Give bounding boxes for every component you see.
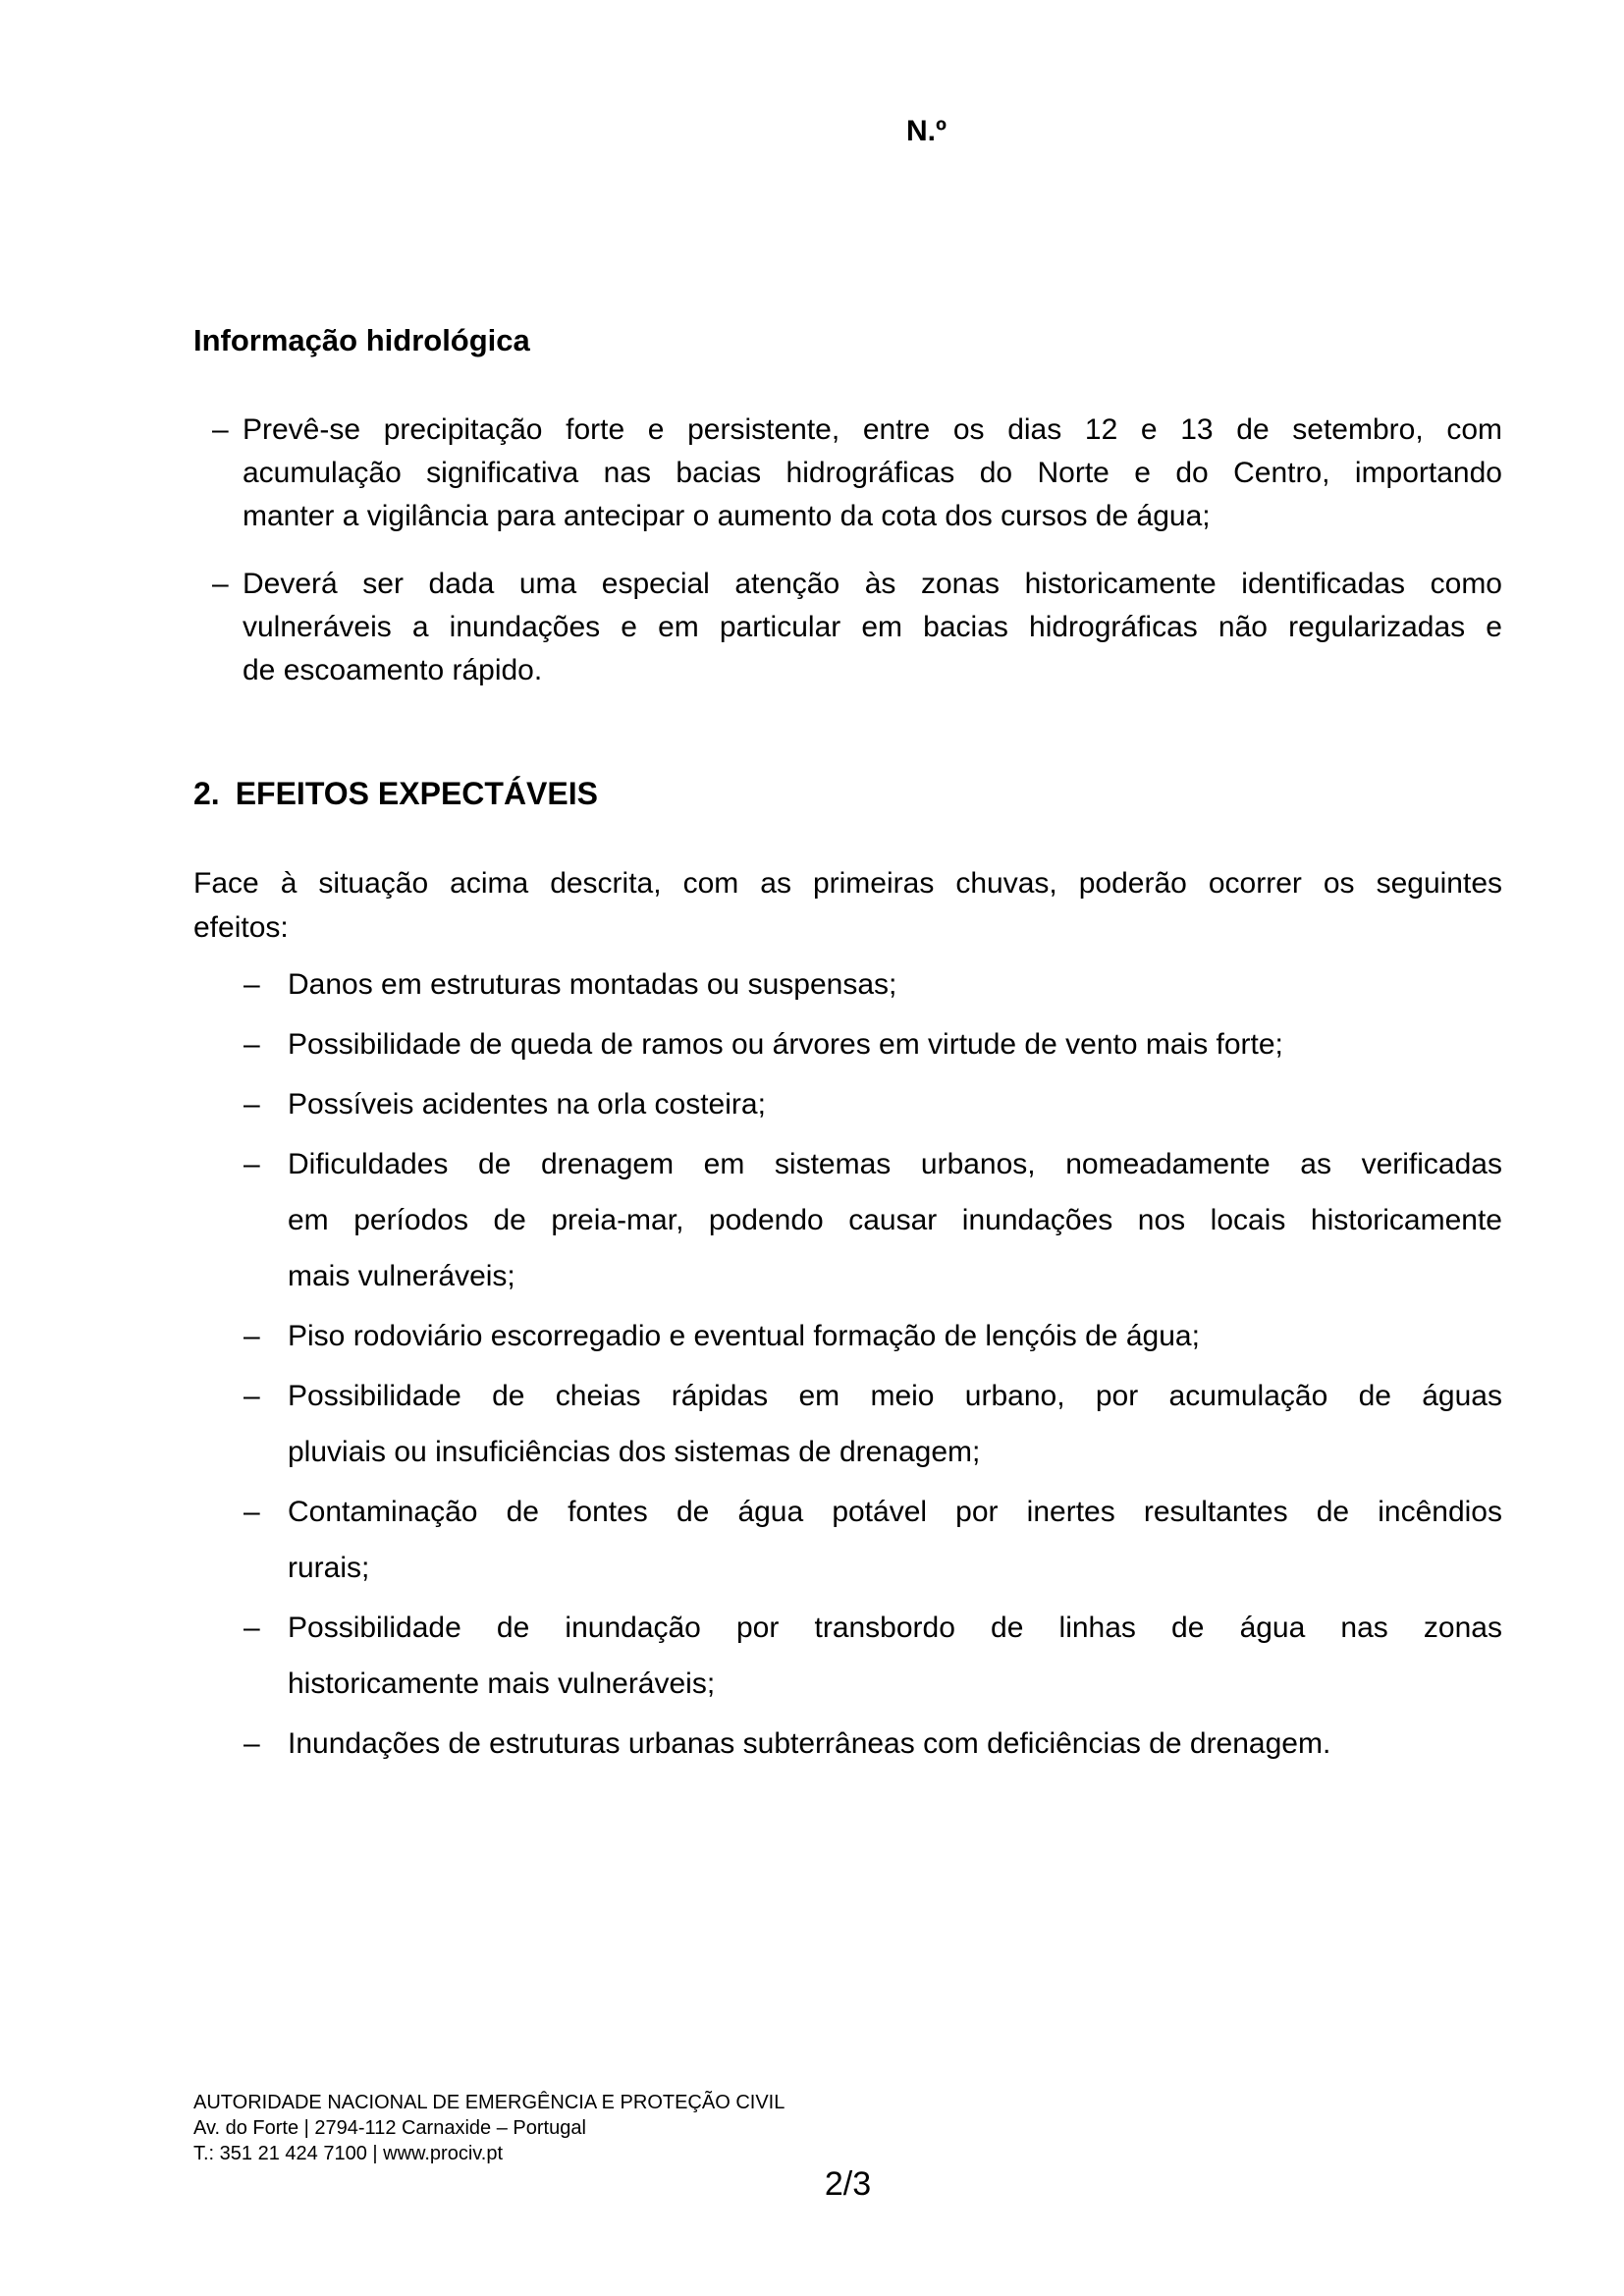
effects-item-text — [288, 1484, 1502, 1596]
page-footer — [193, 2090, 1502, 2166]
hydro-bullet-item — [193, 409, 1502, 538]
dash-bullet-marker: – — [244, 1320, 260, 1352]
hydro-info-heading: Informação hidrológica — [193, 323, 530, 357]
document-number-label: N.º — [906, 115, 947, 147]
dash-bullet-marker: – — [244, 1028, 260, 1061]
text-line: Danos em estruturas montadas ou suspensas; — [288, 968, 897, 1001]
effects-item-text — [288, 1308, 1502, 1364]
text-line: Contaminação de fontes de água potável por inertes resultantes de incêndios — [288, 1496, 1502, 1528]
dash-bullet-marker: – — [244, 1380, 260, 1412]
dash-bullet-marker: – — [244, 1088, 260, 1121]
effects-list-item — [193, 1484, 1502, 1596]
effects-intro-paragraph — [193, 861, 1502, 950]
section-heading-text: EFEITOS EXPECTÁVEIS — [235, 776, 598, 811]
text-line: de escoamento rápido. — [243, 654, 543, 686]
text-line: Possíveis acidentes na orla costeira; — [288, 1088, 766, 1121]
text-line: Inundações de estruturas urbanas subterrâneas com deficiências de drenagem. — [288, 1727, 1331, 1760]
effects-section-heading — [193, 772, 598, 815]
text-line: Possibilidade de inundação por transbordo de linhas de água nas zonas — [288, 1612, 1502, 1644]
effects-item-text — [288, 957, 1502, 1012]
dash-bullet-marker: – — [244, 1496, 260, 1528]
dash-bullet-marker: – — [244, 1612, 260, 1644]
effects-list — [193, 957, 1502, 1776]
dash-bullet-marker: – — [212, 413, 229, 446]
hydro-bullet-text — [243, 409, 1502, 538]
text-line: Possibilidade de cheias rápidas em meio urbano, por acumulação de águas — [288, 1380, 1502, 1412]
effects-list-item — [193, 1600, 1502, 1712]
effects-list-item — [193, 957, 1502, 1012]
effects-list-item — [193, 1308, 1502, 1364]
page-number: 2/3 — [824, 2165, 872, 2203]
effects-item-text — [288, 1136, 1502, 1304]
text-line: vulneráveis a inundações e em particular em bacias hidrográficas não regularizadas e — [243, 611, 1502, 643]
effects-item-text — [288, 1716, 1502, 1772]
hydro-bullet-item — [193, 563, 1502, 692]
text-line: em períodos de preia-mar, podendo causar inundações nos locais historicamente — [288, 1204, 1502, 1236]
effects-item-text — [288, 1016, 1502, 1072]
text-line: Deverá ser dada uma especial atenção às zonas historicamente identificadas como — [243, 568, 1502, 600]
text-line: Piso rodoviário escorregadio e eventual formação de lençóis de água; — [288, 1320, 1200, 1352]
text-line: Prevê-se precipitação forte e persistente, entre os dias 12 e 13 de setembro, com — [243, 413, 1502, 446]
effects-item-text — [288, 1368, 1502, 1480]
footer-address: Av. do Forte | 2794-112 Carnaxide – Portugal — [193, 2117, 586, 2139]
text-line: efeitos: — [193, 911, 289, 944]
text-line: pluviais ou insuficiências dos sistemas de drenagem; — [288, 1436, 981, 1468]
effects-list-item — [193, 1716, 1502, 1772]
effects-list-item — [193, 1016, 1502, 1072]
text-line: historicamente mais vulneráveis; — [288, 1667, 716, 1700]
section-number: 2. — [193, 776, 220, 811]
text-line: mais vulneráveis; — [288, 1260, 515, 1292]
text-line: rurais; — [288, 1552, 370, 1584]
text-line: Face à situação acima descrita, com as primeiras chuvas, poderão ocorrer os seguintes — [193, 867, 1502, 900]
text-line: manter a vigilância para antecipar o aumento da cota dos cursos de água; — [243, 500, 1211, 532]
effects-item-text — [288, 1076, 1502, 1132]
dash-bullet-marker: – — [244, 1727, 260, 1760]
dash-bullet-marker: – — [212, 568, 229, 600]
footer-contact: T.: 351 21 424 7100 | www.prociv.pt — [193, 2143, 504, 2164]
text-line: Possibilidade de queda de ramos ou árvores em virtude de vento mais forte; — [288, 1028, 1283, 1061]
footer-org-name: AUTORIDADE NACIONAL DE EMERGÊNCIA E PROTEÇÃO CIVIL — [193, 2092, 785, 2113]
dash-bullet-marker: – — [244, 1148, 260, 1180]
hydro-bullet-text — [243, 563, 1502, 692]
effects-list-item — [193, 1076, 1502, 1132]
dash-bullet-marker: – — [244, 968, 260, 1001]
text-line: acumulação significativa nas bacias hidrográficas do Norte e do Centro, importando — [243, 457, 1502, 489]
text-line: Dificuldades de drenagem em sistemas urbanos, nomeadamente as verificadas — [288, 1148, 1502, 1180]
effects-item-text — [288, 1600, 1502, 1712]
effects-list-item — [193, 1368, 1502, 1480]
effects-list-item — [193, 1136, 1502, 1304]
